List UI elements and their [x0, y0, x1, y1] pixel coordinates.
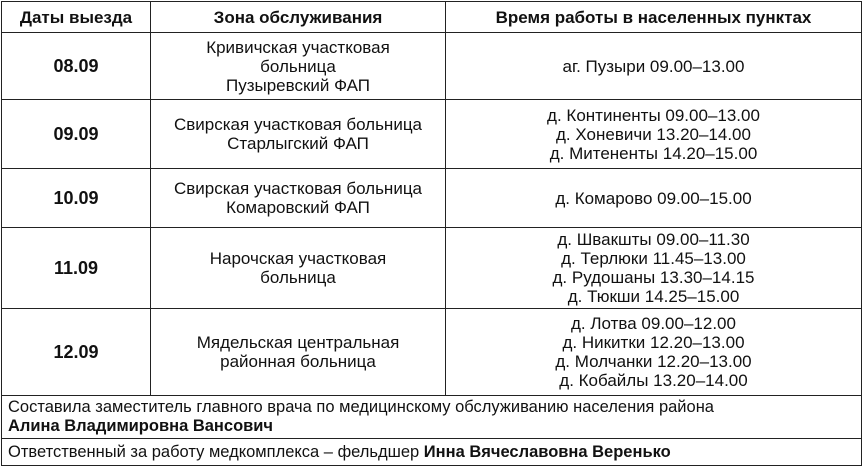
zone-line: больница	[260, 56, 336, 76]
row-date: 11.09	[2, 228, 151, 309]
row-date: 12.09	[2, 309, 151, 396]
time-line: д. Молчанки 12.20–13.00	[555, 352, 752, 371]
table-row	[2, 228, 862, 309]
row-date: 10.09	[2, 169, 151, 228]
footer-composer	[2, 396, 862, 439]
schedule-document	[1, 1, 861, 466]
zone-line: Старлыгский ФАП	[227, 134, 369, 153]
time-line: д. Рудошаны 13.30–14.15	[552, 268, 755, 287]
zone-line: Мядельская центральная	[196, 333, 400, 352]
time-line: д. Швакшты 09.00–11.30	[557, 230, 750, 249]
time-line: д. Хоневичи 13.20–14.00	[556, 124, 751, 144]
row-zone	[151, 228, 446, 309]
time-line: д. Терлюки 11.45–13.00	[561, 249, 746, 268]
schedule-table	[1, 1, 862, 466]
table-row	[2, 309, 862, 396]
header-time: Время работы в населенных пунктах	[446, 2, 862, 33]
row-times	[446, 169, 862, 228]
zone-line: Свирская участковая больница	[173, 115, 423, 134]
composer-name: Алина Владимировна Вансович	[8, 417, 274, 435]
responsible-text: Ответственный за работу медкомплекса – фельдшер	[8, 442, 424, 461]
zone-line: больница	[260, 268, 336, 287]
zone-line: Пузыревский ФАП	[225, 75, 371, 95]
row-date: 08.09	[2, 33, 151, 100]
row-times	[446, 309, 862, 396]
footer-composer-row	[2, 396, 862, 439]
footer-responsible-row	[2, 439, 862, 466]
zone-line: Нарочская участковая	[209, 249, 387, 268]
row-zone	[151, 169, 446, 228]
time-line: д. Митененты 14.20–15.00	[549, 143, 758, 163]
row-zone	[151, 33, 446, 100]
header-dates: Даты выезда	[2, 2, 151, 33]
row-times	[446, 100, 862, 169]
row-date: 09.09	[2, 100, 151, 169]
zone-line: районная больница	[220, 352, 376, 371]
zone-line: Кривичская участковая	[206, 37, 390, 57]
time-line: д. Лотва 09.00–12.00	[571, 314, 736, 333]
time-line: д. Комарово 09.00–15.00	[555, 188, 752, 208]
time-line: д. Кобайлы 13.20–14.00	[559, 371, 748, 390]
table-row	[2, 100, 862, 169]
time-line: аг. Пузыри 09.00–13.00	[562, 56, 745, 76]
composer-text: Составила заместитель главного врача по медицинскому обслуживанию населения района	[8, 398, 714, 416]
time-line: д. Никитки 12.20–13.00	[562, 333, 745, 352]
time-line: д. Континенты 09.00–13.00	[547, 105, 760, 125]
zone-line: Комаровский ФАП	[226, 198, 370, 217]
responsible-name: Инна Вячеславовна Веренько	[423, 442, 671, 461]
row-times	[446, 33, 862, 100]
row-zone	[151, 100, 446, 169]
row-zone	[151, 309, 446, 396]
header-row	[2, 2, 862, 33]
footer-responsible	[2, 439, 862, 466]
header-zone: Зона обслуживания	[151, 2, 446, 33]
row-times	[446, 228, 862, 309]
table-row	[2, 169, 862, 228]
table-row	[2, 33, 862, 100]
time-line: д. Тюкши 14.25–15.00	[567, 287, 740, 306]
zone-line: Свирская участковая больница	[173, 179, 423, 198]
